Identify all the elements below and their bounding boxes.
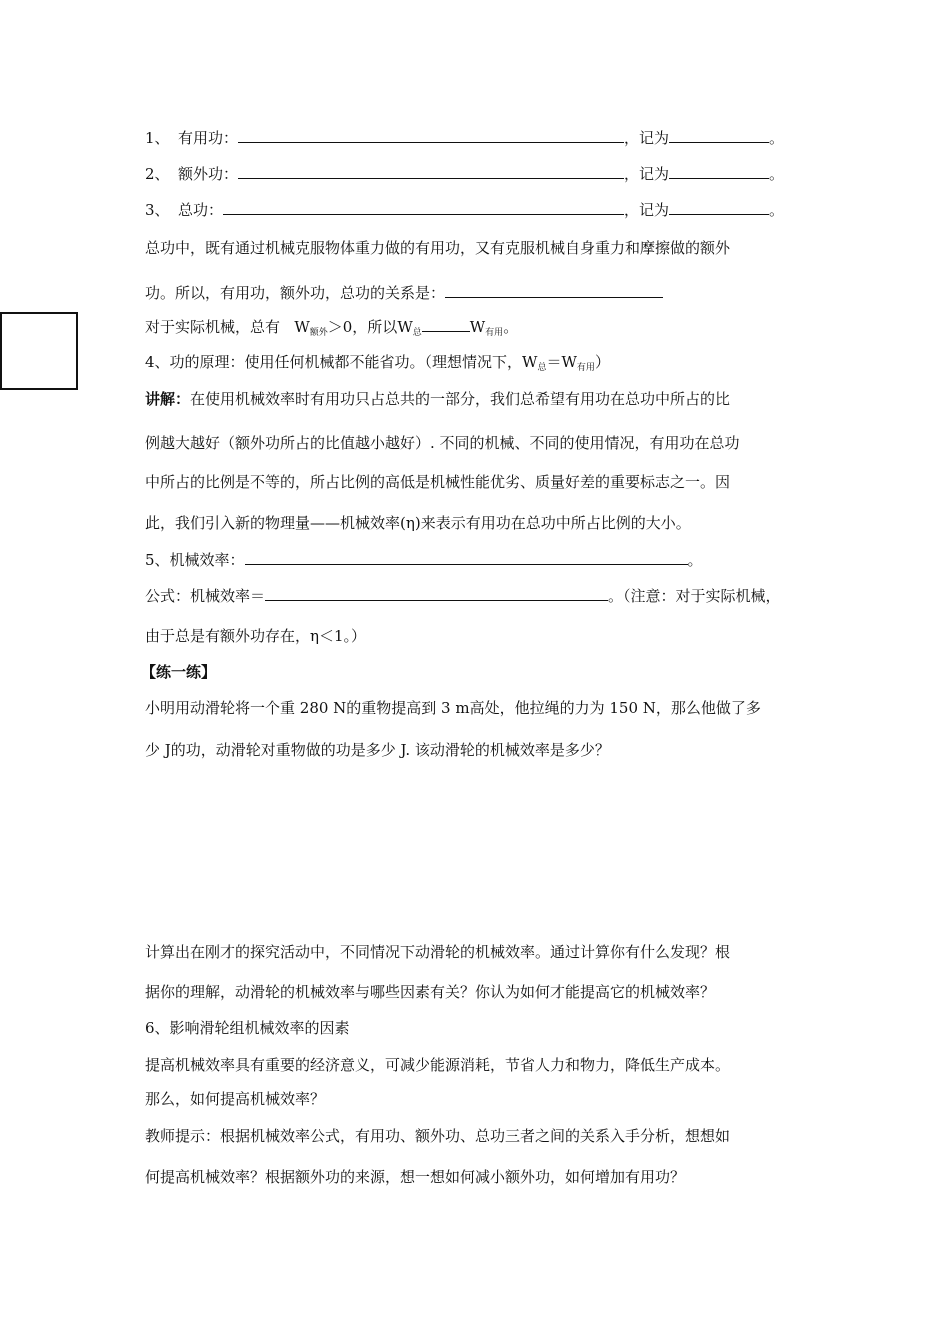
period: 。 <box>769 129 785 147</box>
term-label: 总功： <box>178 201 224 219</box>
compare-blank[interactable] <box>422 317 470 332</box>
eq-sign: ＝ <box>546 353 562 371</box>
answer-blank[interactable] <box>238 128 624 143</box>
actual-machine-line <box>145 317 518 343</box>
w-symbol: W <box>561 353 577 371</box>
actual-prefix: 对于实际机械，总有 <box>145 318 281 336</box>
subscript-useful: 有用 <box>485 328 504 338</box>
item-number: 1、 <box>145 129 170 147</box>
term-label: 有用功： <box>178 129 239 147</box>
w-symbol: W <box>397 318 413 336</box>
close-paren: ） <box>594 353 610 371</box>
formula-blank[interactable] <box>265 586 608 601</box>
gt-text: ＞0，所以 <box>327 318 398 336</box>
explain-line-2: 例越大越好（额外功所占的比值越小越好）. 不同的机械、不同的使用情况，有用功在总功 <box>145 434 740 452</box>
efficiency-label: 5、机械效率： <box>145 551 245 569</box>
item-number: 3、 <box>145 201 170 219</box>
factors-line-2: 那么，如何提高机械效率？ <box>145 1090 326 1108</box>
definition-extra-work <box>145 164 784 184</box>
symbol-blank[interactable] <box>669 200 769 215</box>
subscript-extra: 额外 <box>309 328 328 338</box>
note-label: ，记为 <box>624 129 670 147</box>
efficiency-definition <box>145 550 703 570</box>
factors-line-1: 提高机械效率具有重要的经济意义，可减少能源消耗，节省人力和物力，降低生产成本。 <box>145 1056 731 1074</box>
relation-blank[interactable] <box>445 283 663 298</box>
period: 。 <box>687 551 703 569</box>
symbol-blank[interactable] <box>669 164 769 179</box>
formula-label: 公式：机械效率＝ <box>145 587 266 605</box>
efficiency-blank[interactable] <box>245 550 688 565</box>
calc-line-2: 据你的理解，动滑轮的机械效率与哪些因素有关？你认为如何才能提高它的机械效率？ <box>145 983 716 1001</box>
answer-blank[interactable] <box>238 164 624 179</box>
note-label: ，记为 <box>624 201 670 219</box>
principle-line <box>145 352 610 378</box>
explain-line-3: 中所占的比例是不等的，所占比例的高低是机械性能优劣、质量好差的重要标志之一。因 <box>145 473 731 491</box>
practice-line-1: 小明用动滑轮将一个重 280 N的重物提高到 3 m高处，他拉绳的力为 150 N，那么他做了多 <box>145 699 761 717</box>
period: 。 <box>769 165 785 183</box>
hint-line-1: 教师提示：根据机械效率公式，有用功、额外功、总功三者之间的关系入手分析，想想如 <box>145 1127 731 1145</box>
answer-blank[interactable] <box>223 200 624 215</box>
practice-line-2: 少 J的功，动滑轮对重物做的功是多少 J. 该动滑轮的机械效率是多少？ <box>145 741 610 759</box>
period: 。 <box>503 318 519 336</box>
factors-title: 6、影响滑轮组机械效率的因素 <box>145 1019 350 1037</box>
calc-line-1: 计算出在刚才的探究活动中，不同情况下动滑轮的机械效率。通过计算你有什么发现？根 <box>145 943 731 961</box>
subscript-total: 总 <box>412 328 422 338</box>
explain-label: 讲解： <box>145 390 191 408</box>
principle-text: 4、功的原理：使用任何机械都不能省功。（理想情况下， <box>145 353 523 371</box>
w-symbol: W <box>294 318 310 336</box>
formula-note: 。（注意：对于实际机械， <box>608 587 781 605</box>
practice-title: 【练一练】 <box>141 663 217 681</box>
formula-line <box>145 586 781 606</box>
w-symbol: W <box>469 318 486 336</box>
relation-line <box>145 283 663 303</box>
definition-total-work <box>145 200 784 220</box>
explain-line-4: 此，我们引入新的物理量——机械效率(η)来表示有用功在总功中所占比例的大小。 <box>145 514 691 532</box>
relation-text: 功。所以，有用功，额外功，总功的关系是： <box>145 284 446 302</box>
explain-text: 在使用机械效率时有用功只占总共的一部分，我们总希望有用功在总功中所占的比 <box>190 390 731 408</box>
symbol-blank[interactable] <box>669 128 769 143</box>
paragraph-line: 总功中，既有通过机械克服物体重力做的有用功，又有克服机械自身重力和摩擦做的额外 <box>145 239 731 257</box>
term-label: 额外功： <box>178 165 239 183</box>
definition-useful-work <box>145 128 784 148</box>
explain-line-1 <box>145 389 730 409</box>
hint-line-2: 何提高机械效率？根据额外功的来源，想一想如何减小额外功，如何增加有用功？ <box>145 1168 686 1186</box>
margin-box <box>0 312 78 390</box>
item-number: 2、 <box>145 165 170 183</box>
w-symbol: W <box>522 353 538 371</box>
subscript-total: 总 <box>537 363 547 373</box>
efficiency-note: 由于总是有额外功存在，η＜1。） <box>145 627 367 645</box>
note-label: ，记为 <box>624 165 670 183</box>
subscript-useful: 有用 <box>576 363 595 373</box>
period: 。 <box>769 201 785 219</box>
